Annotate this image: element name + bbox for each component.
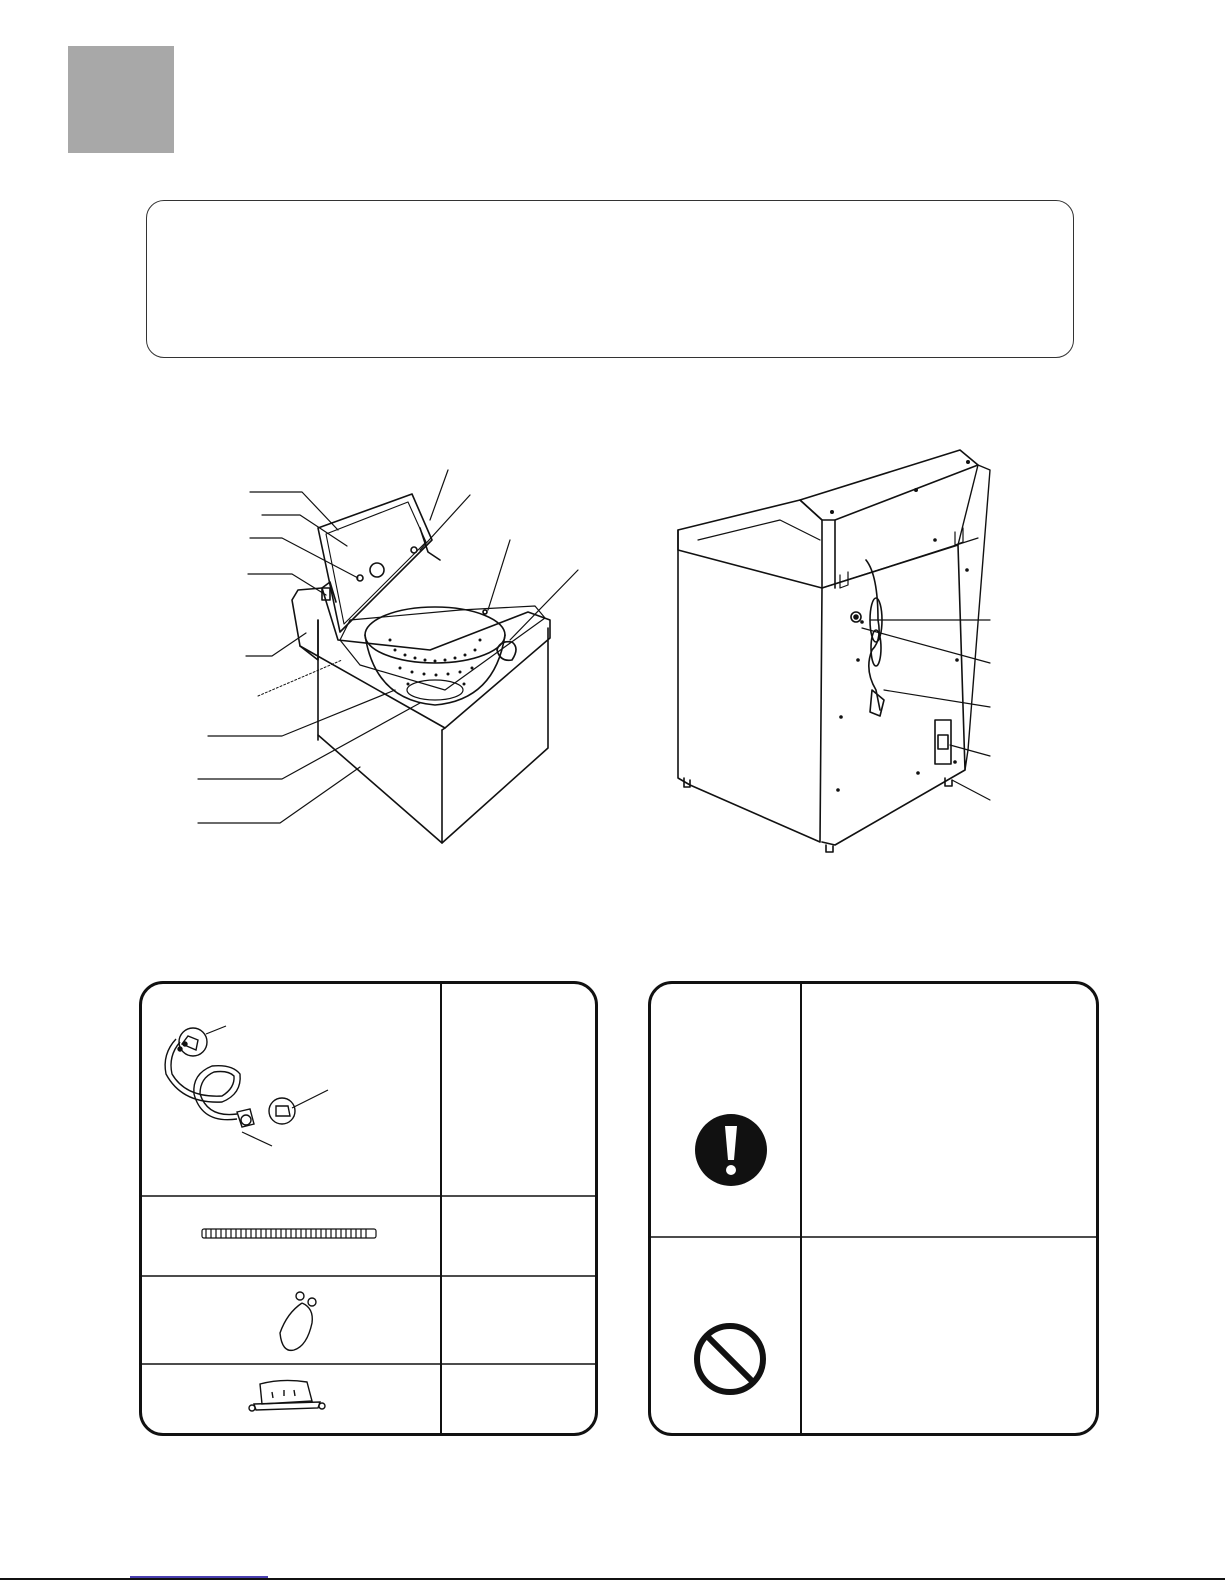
water-inlet-hose-icon [142, 984, 438, 1194]
mandatory-exclamation-icon [693, 1112, 769, 1188]
footer-link-underline[interactable] [130, 1576, 268, 1578]
footer-rule [0, 1578, 1225, 1580]
accessory-row-inlet-hose [142, 984, 438, 1194]
drain-hose-icon [142, 1198, 438, 1274]
base-cover-icon [142, 1366, 438, 1430]
accessory-row-base-cover [142, 1366, 438, 1430]
rear-screws [830, 460, 970, 792]
hose-hanger-icon [142, 1278, 438, 1362]
accessory-row-hose-hanger [142, 1278, 438, 1362]
accessory-row-drain-hose [142, 1198, 438, 1274]
prohibition-icon [691, 1320, 769, 1398]
